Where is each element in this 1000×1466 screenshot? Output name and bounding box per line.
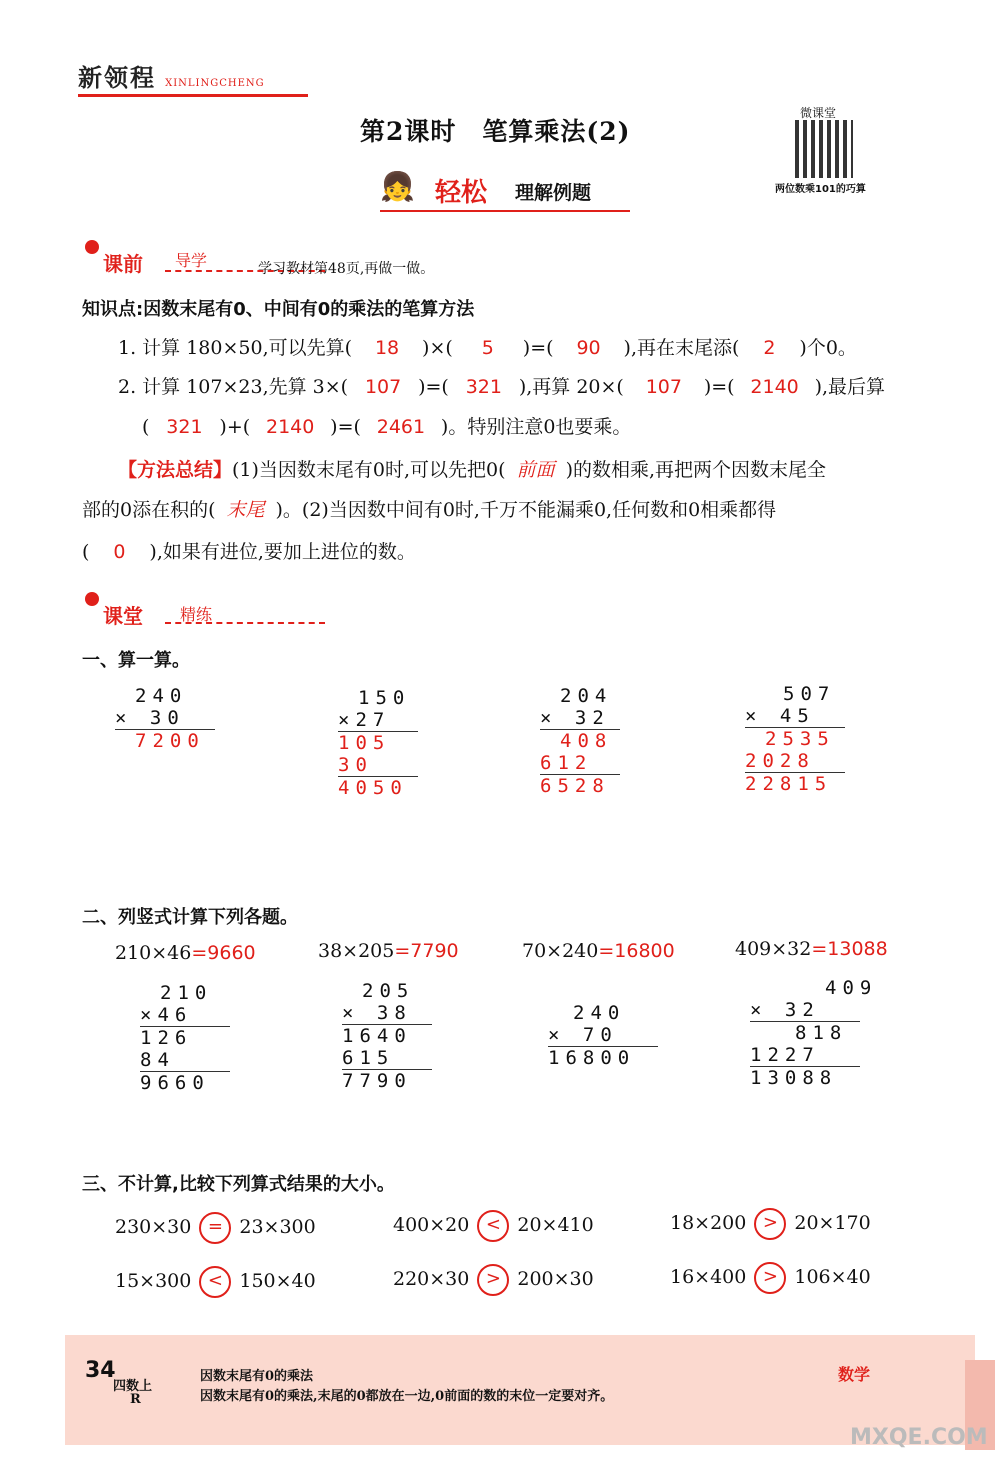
- expr-4: 409×32=13088: [735, 938, 888, 960]
- compare-2: 400×20 < 20×410: [393, 1210, 594, 1242]
- page-number: 34: [85, 1358, 116, 1383]
- calc-4: 507 × 45 2535 2028 22815: [745, 683, 845, 795]
- brand-logo: [78, 58, 308, 97]
- vertical-4: 409 × 32 818 1227 13088: [750, 977, 878, 1089]
- expr-3: 70×240=16800: [522, 940, 675, 962]
- in-class-sub: 精练: [180, 605, 213, 624]
- summary-line-3: ( 0 ),如果有进位,要加上进位的数。: [82, 541, 416, 563]
- part3-title: 三、不计算,比较下列算式结果的大小。: [82, 1174, 395, 1195]
- vertical-1: 210 ×46 126 84 9660: [140, 982, 230, 1094]
- knowledge-point: 知识点:因数末尾有0、中间有0的乘法的笔算方法: [82, 299, 475, 320]
- question-2-line-1: 2. 计算 107×23,先算 3×( 107 )=( 321 ),再算 20×( 107 )=( 2140 ),最后算: [118, 376, 886, 398]
- tip-text: 因数末尾有0的乘法,末尾的0都放在一边,0前面的数的末位一定要对齐。: [200, 1389, 614, 1404]
- question-1: 1. 计算 180×50,可以先算( 18 )×( 5 )=( 90 ),再在末尾添( 2 )个0。: [118, 337, 857, 359]
- subject-badge: 数学: [838, 1365, 871, 1384]
- qr-code[interactable]: [795, 120, 853, 178]
- part2-title: 二、列竖式计算下列各题。: [82, 907, 298, 928]
- expr-2: 38×205=7790: [318, 940, 459, 962]
- compare-1: 230×30 = 23×300: [115, 1212, 316, 1244]
- watermark: MXQE.COM: [850, 1425, 988, 1450]
- compare-6: 16×400 > 106×40: [670, 1262, 871, 1294]
- vertical-2: 205 × 38 1640 615 7790: [342, 980, 432, 1092]
- example-banner: [380, 170, 630, 212]
- part1-title: 一、算一算。: [82, 650, 190, 671]
- compare-4: 15×300 < 150×40: [115, 1266, 316, 1298]
- edition-label: R: [130, 1392, 141, 1407]
- red-dot-icon: [85, 240, 99, 254]
- red-dot-icon: [85, 592, 99, 606]
- compare-3: 18×200 > 20×170: [670, 1208, 871, 1240]
- banner-bold: 轻松: [435, 178, 488, 208]
- grade-label: 四数上: [113, 1379, 153, 1394]
- lesson-title: 第2课时 笔算乘法(2): [360, 117, 631, 146]
- pre-class-note: 学习教材第48页,再做一做。: [258, 261, 435, 277]
- pre-class-header: [85, 248, 245, 276]
- qr-caption-top: 微课堂: [800, 106, 837, 120]
- calc-2: 150 ×27 105 30 4050: [338, 687, 418, 799]
- expr-1: 210×46=9660: [115, 942, 256, 964]
- calc-1: 240 × 30 7200: [115, 685, 215, 752]
- in-class-header: [85, 600, 255, 628]
- pre-class-tag: 课前: [103, 252, 143, 276]
- brand-sub: XINLINGCHENG: [165, 78, 265, 89]
- brand-name: 新领程: [78, 63, 156, 92]
- qr-caption-bottom: 两位数乘101的巧算: [775, 184, 866, 195]
- summary-line-2: 部的0添在积的( 末尾 )。(2)当因数中间有0时,千万不能漏乘0,任何数和0相乘都得: [82, 499, 777, 521]
- girl-reading-icon: 👧: [380, 170, 415, 203]
- question-2-line-2: ( 321 )+( 2140 )=( 2461 )。特别注意0也要乘。: [142, 416, 632, 438]
- calc-3: 204 × 32 408 612 6528: [540, 685, 620, 797]
- banner-rest: 理解例题: [515, 182, 592, 204]
- vertical-3: 240 × 70 16800: [548, 1002, 658, 1069]
- summary-line-1: 【方法总结】(1)当因数末尾有0时,可以先把0( 前面 )的数相乘,再把两个因数末尾全: [118, 459, 827, 481]
- tip-title: 因数末尾有0的乘法: [200, 1369, 314, 1384]
- pre-class-sub: 导学: [175, 251, 208, 270]
- in-class-tag: 课堂: [103, 604, 143, 628]
- compare-5: 220×30 > 200×30: [393, 1264, 594, 1296]
